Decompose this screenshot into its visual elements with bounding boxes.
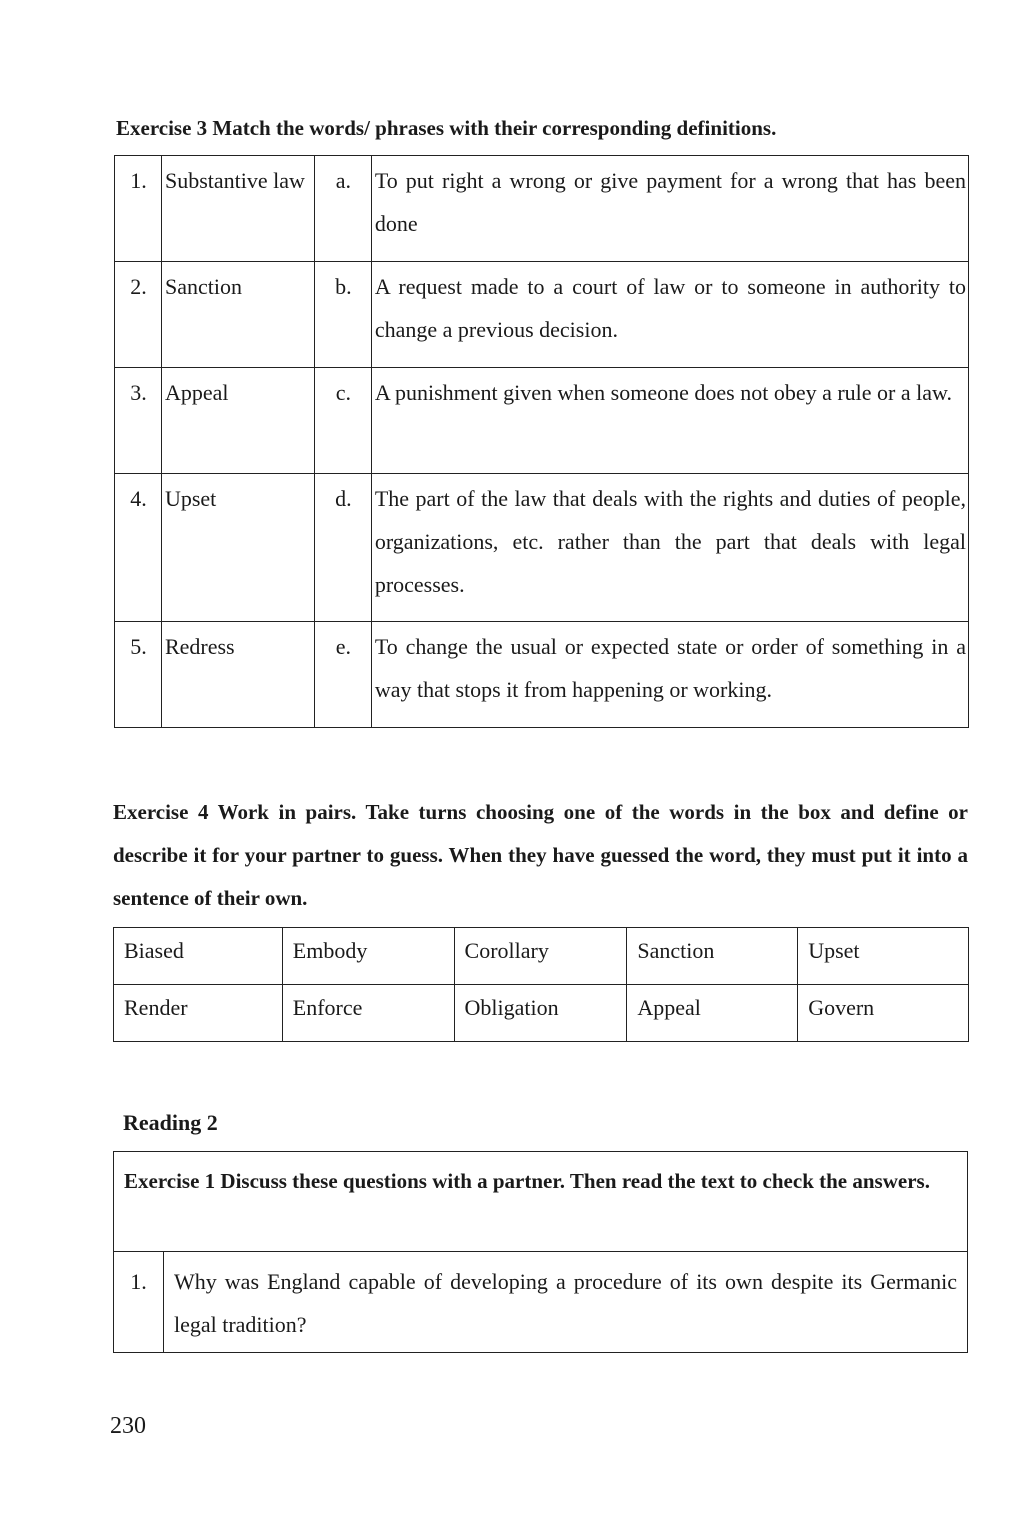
item-number: 2. — [115, 262, 162, 368]
reading2-exercise1-box — [113, 1151, 968, 1353]
table-row — [114, 1152, 968, 1252]
definition: To put right a wrong or give payment for a wrong that has been done — [371, 156, 968, 262]
exercise4-instructions: Exercise 4 Work in pairs. Take turns choosing one of the words in the box and define or describe it for your partner to guess. When they have guessed the word, they must put it into a sentence of their own. — [113, 800, 968, 910]
exercise3-heading: Exercise 3 Match the words/ phrases with their corresponding definitions. — [116, 116, 777, 140]
definition: A request made to a court of law or to someone in authority to change a previous decision. — [371, 262, 968, 368]
word-cell: Sanction — [627, 928, 798, 985]
reading2-title: Reading 2 — [123, 1110, 218, 1135]
term: Sanction — [161, 262, 314, 368]
definition-letter: e. — [314, 622, 371, 728]
question-text: Why was England capable of developing a procedure of its own despite its Germanic legal tradition? — [163, 1252, 967, 1353]
definition-letter: b. — [314, 262, 371, 368]
item-number: 4. — [115, 474, 162, 622]
definition: To change the usual or expected state or order of something in a way that stops it from happening or working. — [371, 622, 968, 728]
item-number: 1. — [115, 156, 162, 262]
table-row — [115, 156, 969, 262]
term: Substantive law — [161, 156, 314, 262]
table-row — [114, 928, 969, 985]
definition: A punishment given when someone does not obey a rule or a law. — [371, 368, 968, 474]
page-number: 230 — [110, 1413, 146, 1439]
term: Redress — [161, 622, 314, 728]
table-row — [115, 262, 969, 368]
word-cell: Govern — [798, 985, 969, 1042]
word-cell: Embody — [282, 928, 454, 985]
word-box — [113, 927, 969, 1042]
word-cell: Appeal — [627, 985, 798, 1042]
definition: The part of the law that deals with the rights and duties of people, organizations, etc. rather than the part that deals with legal processes. — [371, 474, 968, 622]
word-cell: Obligation — [454, 985, 627, 1042]
exercise3-table — [114, 155, 969, 728]
question-number: 1. — [114, 1252, 164, 1353]
item-number: 3. — [115, 368, 162, 474]
word-cell: Corollary — [454, 928, 627, 985]
table-row — [115, 368, 969, 474]
word-cell: Enforce — [282, 985, 454, 1042]
exercise1-instructions: Exercise 1 Discuss these questions with a partner. Then read the text to check the answers. — [114, 1152, 968, 1252]
word-cell: Upset — [798, 928, 969, 985]
item-number: 5. — [115, 622, 162, 728]
definition-letter: d. — [314, 474, 371, 622]
table-row — [114, 1252, 968, 1353]
table-row — [115, 474, 969, 622]
word-cell: Biased — [114, 928, 283, 985]
table-row — [114, 985, 969, 1042]
definition-letter: c. — [314, 368, 371, 474]
term: Upset — [161, 474, 314, 622]
term: Appeal — [161, 368, 314, 474]
definition-letter: a. — [314, 156, 371, 262]
word-cell: Render — [114, 985, 283, 1042]
table-row — [115, 622, 969, 728]
